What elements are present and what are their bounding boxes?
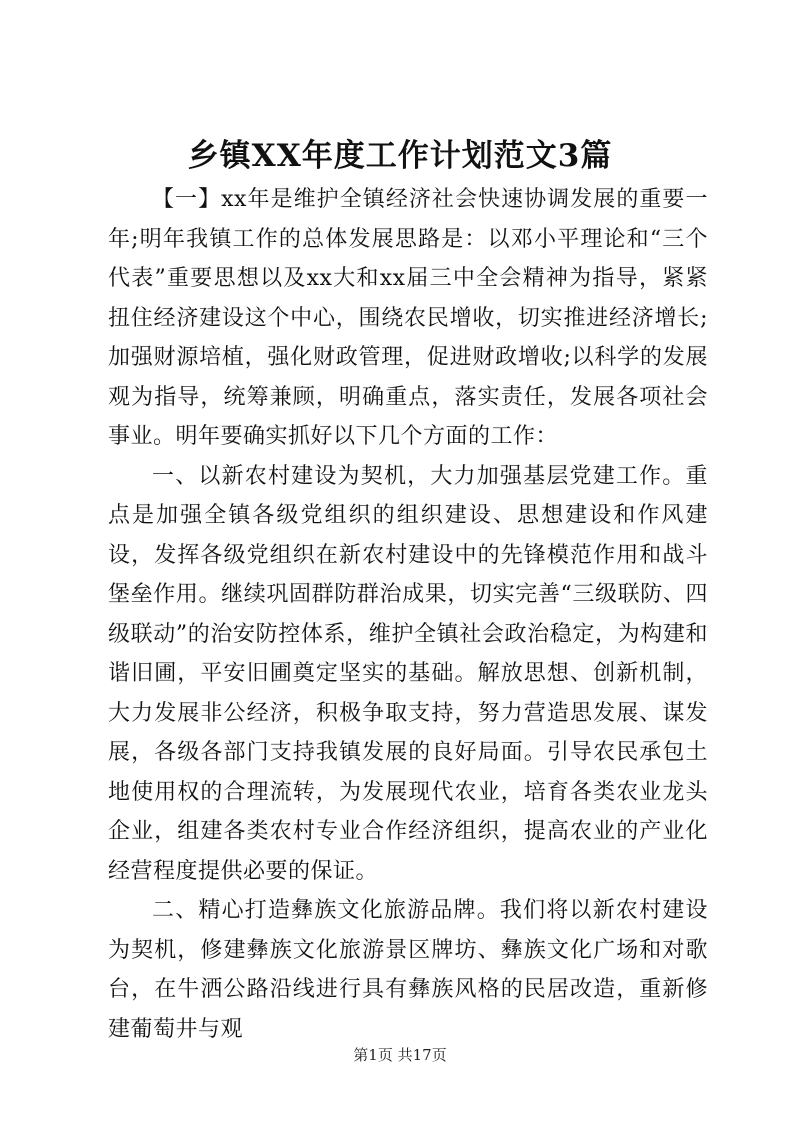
document-body — [108, 180, 708, 1049]
document-title: 乡镇XX年度工作计划范文3篇 — [187, 138, 613, 174]
page-number-footer: 第1页 共17页 — [353, 1046, 447, 1064]
paragraph-3: 二、精心打造彝族文化旅游品牌。我们将以新农村建设为契机，修建彝族文化旅游景区牌坊、彝族文化广场和对歌台，在牛洒公路沿线进行具有彝族风格的民居改造，重新修建葡萄井与观 — [108, 898, 708, 1042]
paragraph-1: 【一】xx年是维护全镇经济社会快速协调发展的重要一年;明年我镇工作的总体发展思路是：以邓小平理论和“三个代表”重要思想以及xx大和xx届三中全会精神为指导，紧紧扭住经济建设这个中心，围绕农民增收，切实推进经济增长;加强财源培植，强化财政管理，促进财政增收;以科学的发展观为指导，统筹兼顾，明确重点，落实责任，发展各项社会事业。明年要确实抓好以下几个方面的工作： — [108, 187, 708, 449]
paragraph-2: 一、以新农村建设为契机，大力加强基层党建工作。重点是加强全镇各级党组织的组织建设、思想建设和作风建设，发挥各级党组织在新农村建设中的先锋模范作用和战斗堡垒作用。继续巩固群防群治成果，切实完善“三级联防、四级联动”的治安防控体系，维护全镇社会政治稳定，为构建和谐旧圃，平安旧圃奠定坚实的基础。解放思想、创新机制，大力发展非公经济，积极争取支持，努力营造思发展、谋发展，各级各部门支持我镇发展的良好局面。引导农民承包土地使用权的合理流转，为发展现代农业，培育各类农业龙头企业，组建各类农村专业合作经济组织，提高农业的产业化经营程度提供必要的保证。 — [108, 463, 708, 884]
